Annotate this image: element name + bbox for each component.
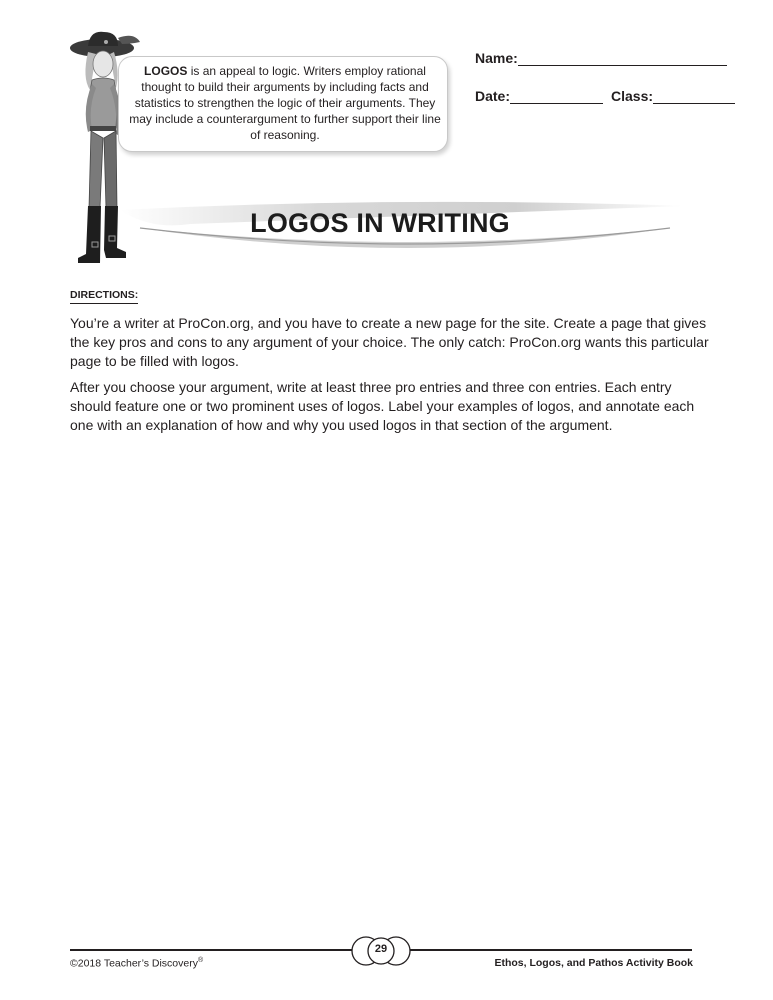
date-blank[interactable] bbox=[510, 89, 603, 104]
class-blank[interactable] bbox=[653, 89, 735, 104]
logos-term: LOGOS bbox=[144, 64, 188, 78]
copyright-text: ©2018 Teacher’s Discovery bbox=[70, 957, 198, 970]
class-label: Class: bbox=[611, 88, 654, 104]
logos-definition-callout bbox=[118, 56, 448, 152]
directions-label: DIRECTIONS: bbox=[70, 289, 138, 304]
page-number: 29 bbox=[374, 943, 388, 955]
name-label: Name: bbox=[475, 50, 518, 66]
name-blank[interactable] bbox=[518, 51, 727, 66]
page-title: LOGOS IN WRITING bbox=[250, 208, 510, 238]
directions-paragraph-1: You’re a writer at ProCon.org, and you have to create a new page for the site. Create a page that gives the key pros and cons to any argument of your choice. The only catch: ProCon.org wants this particular page to be filled with logos. bbox=[70, 315, 709, 369]
date-field[interactable] bbox=[475, 88, 603, 104]
class-field[interactable] bbox=[611, 88, 735, 104]
book-title: Ethos, Logos, and Pathos Activity Book bbox=[494, 957, 693, 969]
registered-mark: ® bbox=[197, 957, 204, 964]
date-label: Date: bbox=[475, 88, 511, 104]
logos-definition-text: is an appeal to logic. Writers employ rational thought to build their arguments by including facts and statistics to strengthen the logic of their arguments. They may include a counterargument to further support their line of reasoning. bbox=[129, 64, 441, 142]
logos-definition bbox=[129, 63, 441, 143]
name-field[interactable] bbox=[475, 50, 727, 66]
copyright bbox=[70, 957, 203, 970]
directions-paragraph-2: After you choose your argument, write at least three pro entries and three con entries. Each entry should feature one or two prominent uses of logos. Label your examples of logos, and annotate each one with an explanation of how and why you used logos in that section of the argument. bbox=[70, 379, 695, 433]
